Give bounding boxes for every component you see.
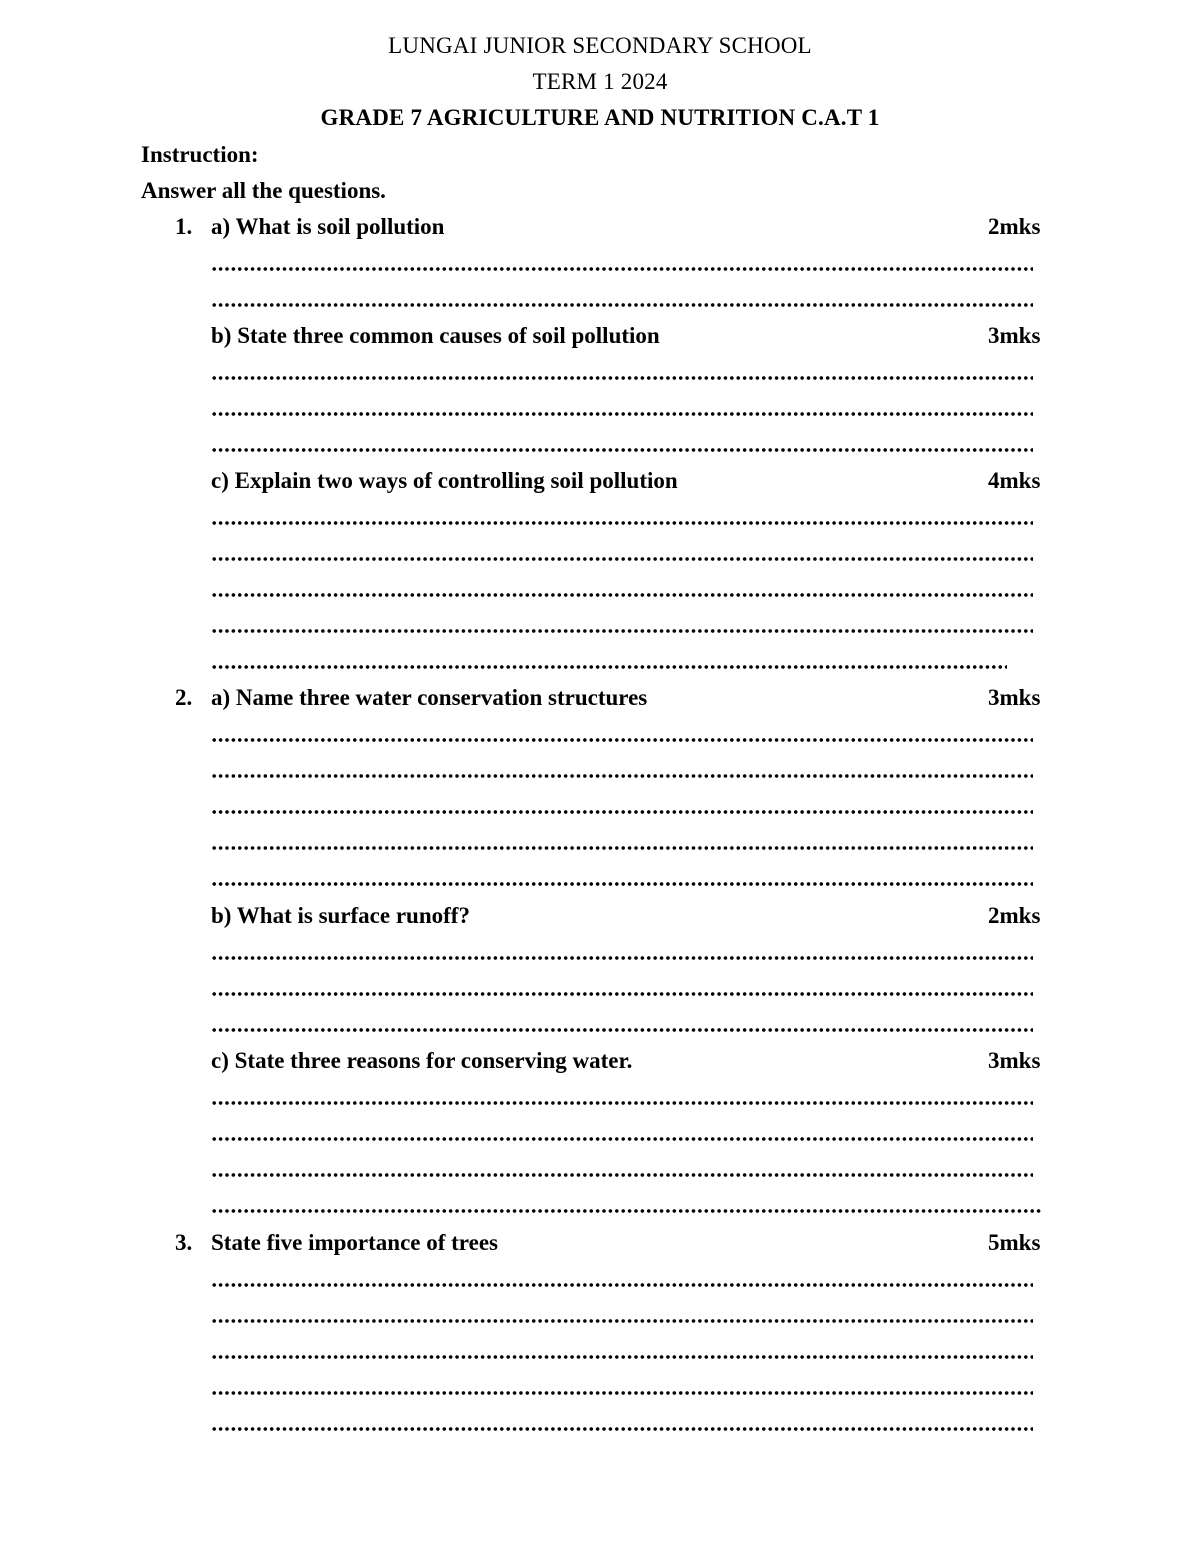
question-1c-text: c) Explain two ways of controlling soil pollution [211, 468, 678, 493]
answer-line[interactable] [211, 990, 1033, 998]
answer-line[interactable] [211, 808, 1033, 816]
answer-line[interactable] [211, 844, 1033, 852]
answer-line[interactable] [211, 1026, 1033, 1034]
answer-line[interactable] [211, 772, 1033, 780]
answer-line[interactable] [211, 627, 1033, 635]
question-2a-text: a) Name three water conservation structures [211, 685, 648, 710]
answer-line[interactable] [211, 1317, 1033, 1325]
answer-line[interactable] [211, 1281, 1033, 1289]
term-label: TERM 1 2024 [532, 69, 668, 94]
answer-line[interactable] [211, 265, 1033, 273]
answer-line[interactable] [211, 301, 1033, 309]
answer-line[interactable] [211, 954, 1033, 962]
answer-line[interactable] [211, 1171, 1033, 1179]
answer-line[interactable] [211, 1207, 1043, 1215]
answer-line[interactable] [211, 555, 1033, 563]
answer-line[interactable] [211, 446, 1033, 454]
question-2b-text: b) What is surface runoff? [211, 903, 470, 928]
answer-line[interactable] [211, 736, 1033, 744]
question-number: 2. [175, 685, 193, 710]
question-1a-marks: 2mks [988, 214, 1041, 239]
question-2a-marks: 3mks [988, 685, 1041, 710]
answer-line[interactable] [211, 591, 1033, 599]
question-2c-text: c) State three reasons for conserving water. [211, 1048, 633, 1073]
question-2c-marks: 3mks [988, 1048, 1041, 1073]
answer-line[interactable] [211, 1425, 1033, 1433]
question-1b-marks: 3mks [988, 323, 1041, 348]
answer-line[interactable] [211, 1353, 1033, 1361]
answer-line[interactable] [211, 410, 1033, 418]
question-1c-marks: 4mks [988, 468, 1041, 493]
answer-line[interactable] [211, 374, 1033, 382]
answer-line[interactable] [211, 663, 1007, 671]
answer-line[interactable] [211, 519, 1033, 527]
question-number: 1. [175, 214, 193, 239]
exam-title: GRADE 7 AGRICULTURE AND NUTRITION C.A.T 1 [320, 105, 880, 130]
answer-line[interactable] [211, 1389, 1033, 1397]
question-2b-marks: 2mks [988, 903, 1041, 928]
question-1b-text: b) State three common causes of soil pollution [211, 323, 660, 348]
question-3-marks: 5mks [988, 1230, 1041, 1255]
question-3-text: State five importance of trees [211, 1230, 498, 1255]
school-name: LUNGAI JUNIOR SECONDARY SCHOOL [388, 33, 812, 58]
answer-line[interactable] [211, 1135, 1033, 1143]
question-1a-text: a) What is soil pollution [211, 214, 445, 239]
instruction-text: Answer all the questions. [141, 178, 386, 203]
answer-line[interactable] [211, 880, 1033, 888]
question-number: 3. [175, 1230, 193, 1255]
answer-line[interactable] [211, 1099, 1033, 1107]
instruction-label: Instruction: [141, 142, 259, 167]
